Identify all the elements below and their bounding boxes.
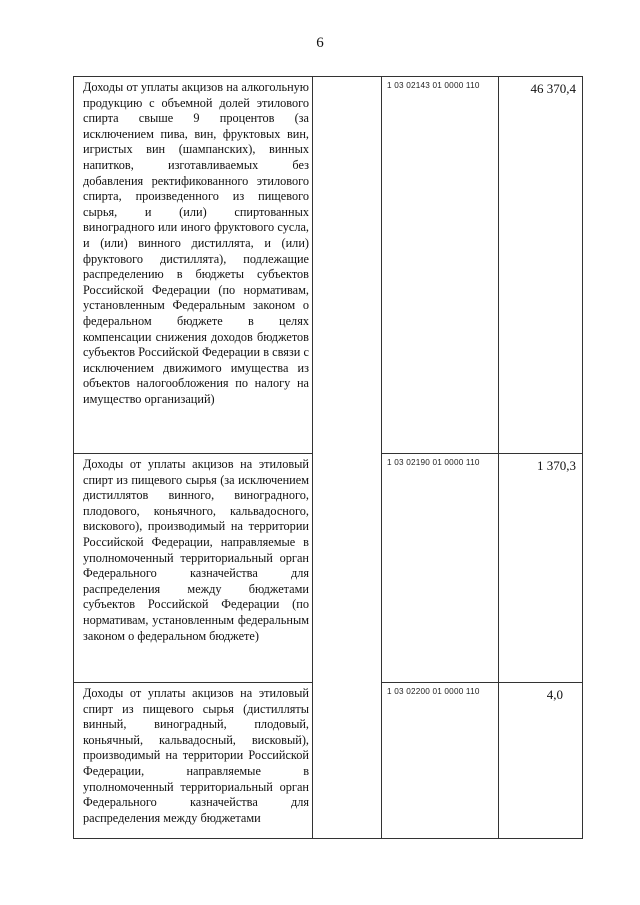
row-divider — [381, 682, 583, 683]
table-border-top — [73, 76, 583, 77]
row-divider — [73, 453, 313, 454]
revenue-table — [73, 76, 583, 839]
row-divider — [381, 453, 583, 454]
row-description: Доходы от уплаты акцизов на этиловый спирт из пищевого сырья (дистилляты винный, виноградный, плодовый, коньячный, кальвадосный, висковый), производимый на территории Российской Федерации, направляемые в уполномоченный территориальный орган Федерального казначейства для распределения между бюджетами — [83, 686, 309, 825]
table-border-bottom — [73, 838, 583, 839]
row-budget-code: 1 03 02143 01 0000 110 — [387, 81, 480, 90]
column-divider — [312, 76, 313, 839]
column-divider — [498, 76, 499, 839]
row-amount: 46 370,4 — [530, 81, 576, 96]
table-border-right — [582, 76, 583, 839]
row-divider — [73, 682, 313, 683]
row-amount: 1 370,3 — [537, 458, 576, 473]
column-divider — [381, 76, 382, 839]
row-budget-code: 1 03 02200 01 0000 110 — [387, 687, 480, 696]
row-budget-code: 1 03 02190 01 0000 110 — [387, 458, 480, 467]
row-description: Доходы от уплаты акцизов на этиловый спирт из пищевого сырья (за исключением дистиллятов винного, виноградного, плодового, коньячного, кальвадосного, вискового), производимый на территории Российской Федерации, направляемые в уполномоченный территориальный орган Федерального казначейства для распределения между бюджетами субъектов Российской Федерации (по нормативам, установленным федеральным законом о федеральном бюджете) — [83, 457, 309, 643]
page-number: 6 — [316, 35, 324, 51]
row-description: Доходы от уплаты акцизов на алкогольную продукцию с объемной долей этилового спирта свыше 9 процентов (за исключением пива, вин, фруктовых вин, игристых вин (шампанских), винных напитков, изготавливаемых без добавления ректификованного этилового спирта, произведенного из пищевого сырья, и (или) спиртованных виноградного или иного фруктового сусла, и (или) винного дистиллята, и (или) фруктового дистиллята), подлежащие распределению в бюджеты субъектов Российской Федерации (по нормативам, установленным Федеральным законом о федеральном бюджете в целях компенсации снижения доходов бюджетов субъектов Российской Федерации в связи с исключением движимого имущества из объектов налогообложения по налогу на имущество организаций) — [83, 80, 309, 406]
table-border-left — [73, 76, 74, 839]
row-amount: 4,0 — [546, 687, 563, 702]
